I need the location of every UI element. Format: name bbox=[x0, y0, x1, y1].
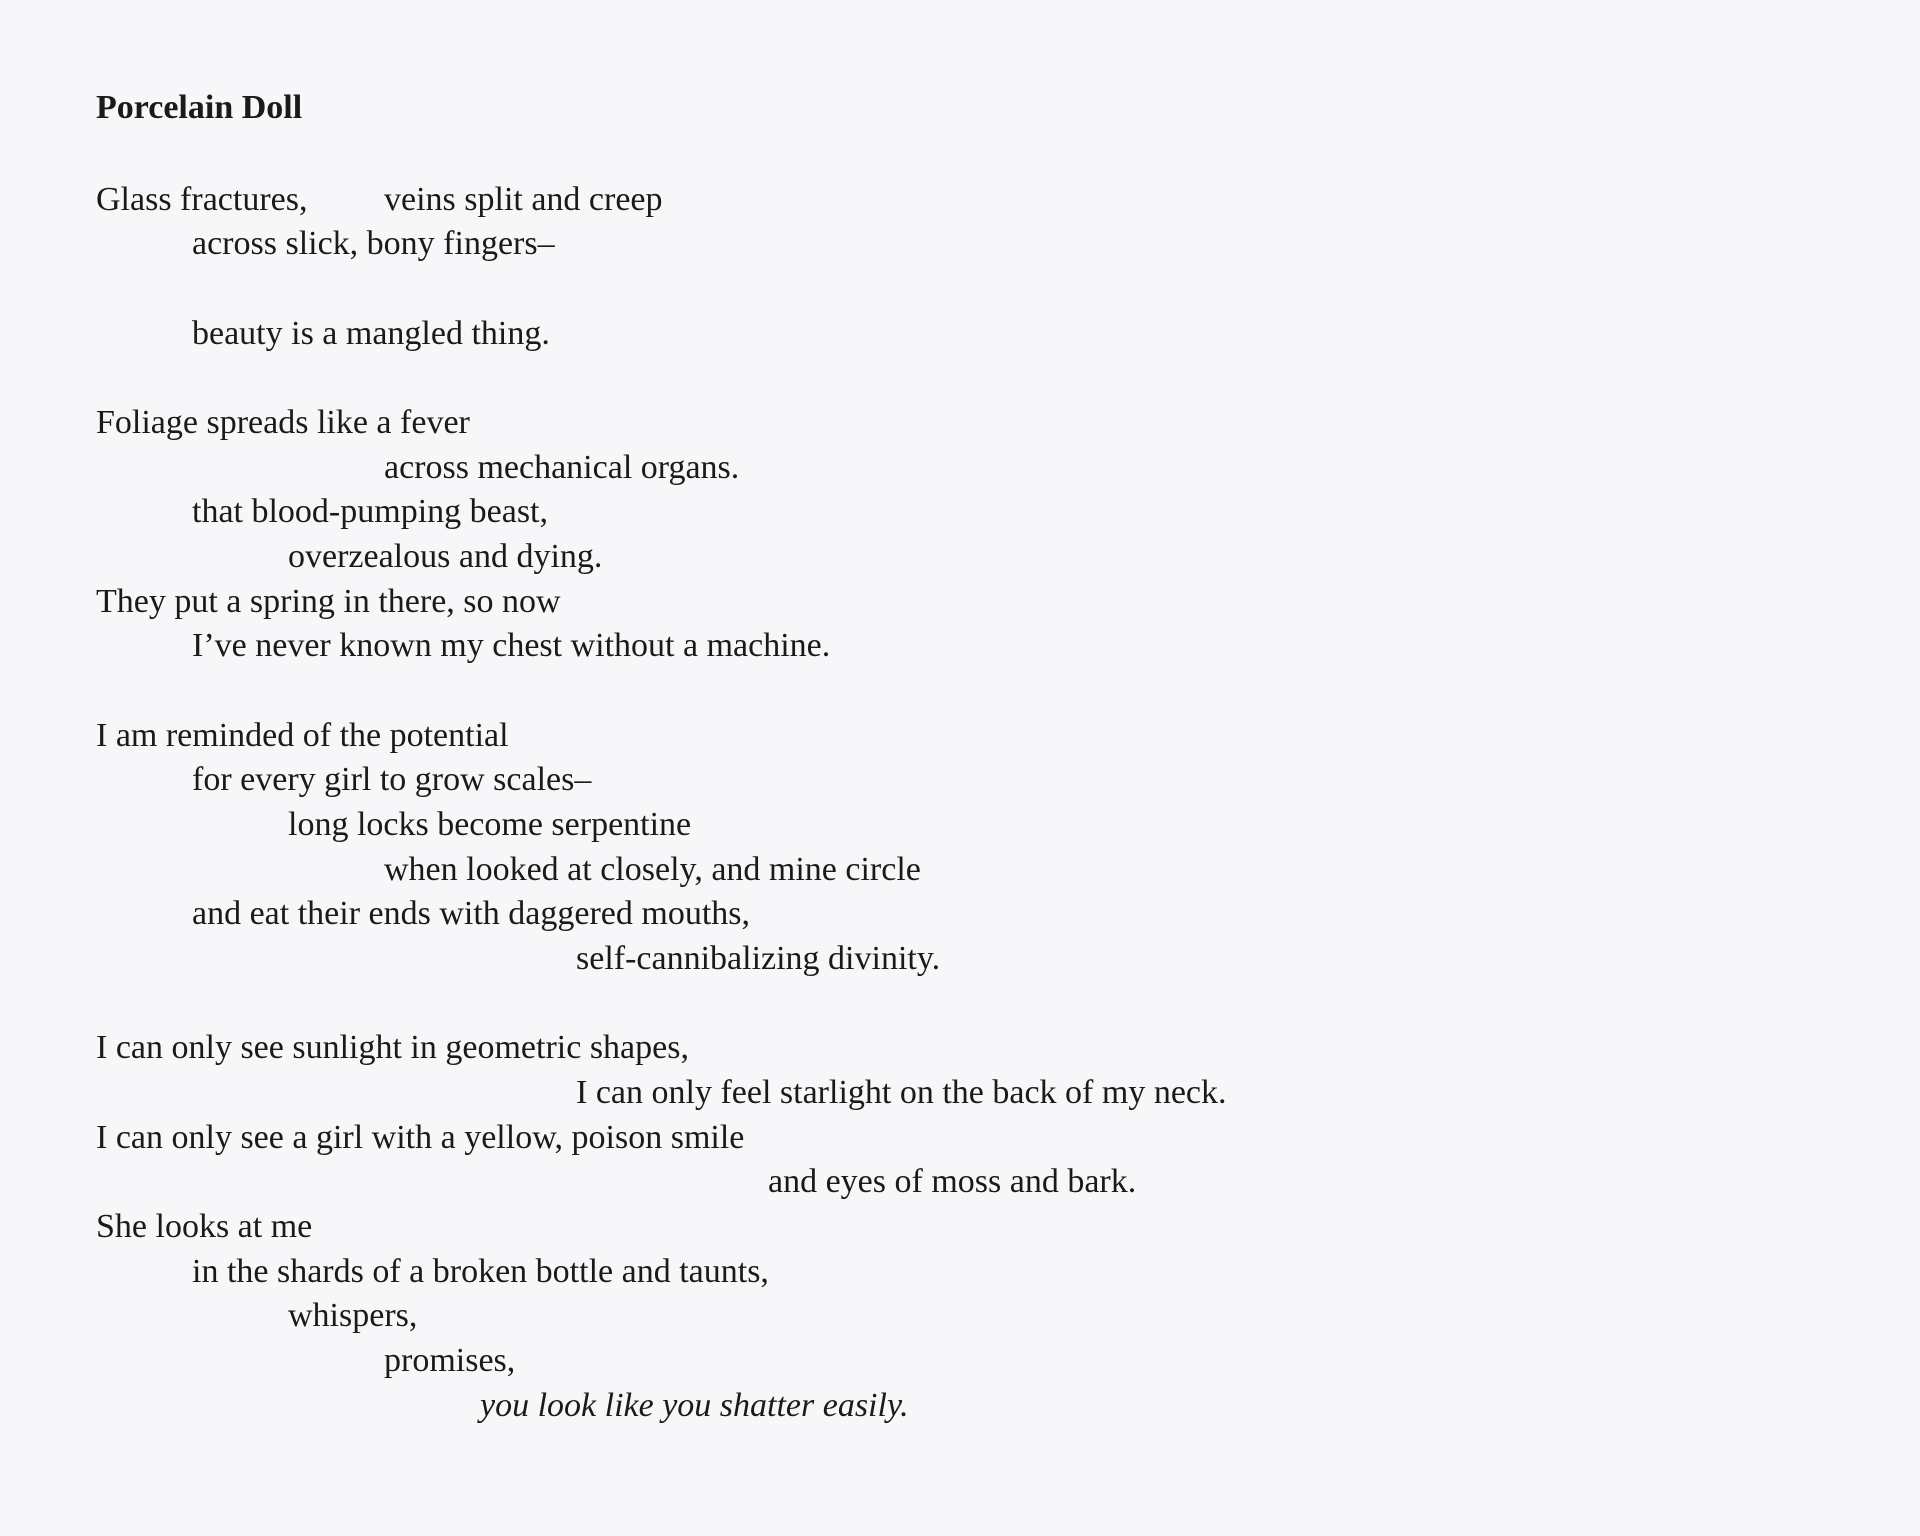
poem-line: I am reminded of the potential bbox=[96, 717, 509, 754]
poem-line: beauty is a mangled thing. bbox=[192, 315, 550, 352]
poem-line: Foliage spreads like a fever bbox=[96, 404, 470, 441]
poem-line: that blood-pumping beast, bbox=[192, 493, 549, 530]
poem-line: veins split and creep bbox=[384, 181, 663, 218]
poem-line: and eyes of moss and bark. bbox=[768, 1163, 1137, 1200]
poem-line-italic: you look like you shatter easily. bbox=[480, 1387, 909, 1424]
poem-line: long locks become serpentine bbox=[288, 806, 692, 843]
poem-line: for every girl to grow scales– bbox=[192, 761, 592, 798]
poem-line: Glass fractures, bbox=[96, 181, 308, 218]
poem-line: I can only feel starlight on the back of my neck. bbox=[576, 1074, 1227, 1111]
poem-line: self-cannibalizing divinity. bbox=[576, 940, 941, 977]
poem-line: overzealous and dying. bbox=[288, 538, 603, 575]
poem-line: I’ve never known my chest without a machine. bbox=[192, 627, 831, 664]
poem-line: whispers, bbox=[288, 1297, 418, 1334]
poem-line: They put a spring in there, so now bbox=[96, 583, 561, 620]
poem-line: when looked at closely, and mine circle bbox=[384, 851, 921, 888]
poem-line: I can only see sunlight in geometric shapes, bbox=[96, 1029, 689, 1066]
poem-line: I can only see a girl with a yellow, poison smile bbox=[96, 1119, 745, 1156]
poem-line: She looks at me bbox=[96, 1208, 313, 1245]
poem-line: promises, bbox=[384, 1342, 516, 1379]
poem-line: in the shards of a broken bottle and taunts, bbox=[192, 1253, 769, 1290]
poem-line: across slick, bony fingers– bbox=[192, 225, 555, 262]
poem-title: Porcelain Doll bbox=[96, 89, 303, 126]
poem-line: and eat their ends with daggered mouths, bbox=[192, 895, 751, 932]
poem-line: across mechanical organs. bbox=[384, 449, 740, 486]
